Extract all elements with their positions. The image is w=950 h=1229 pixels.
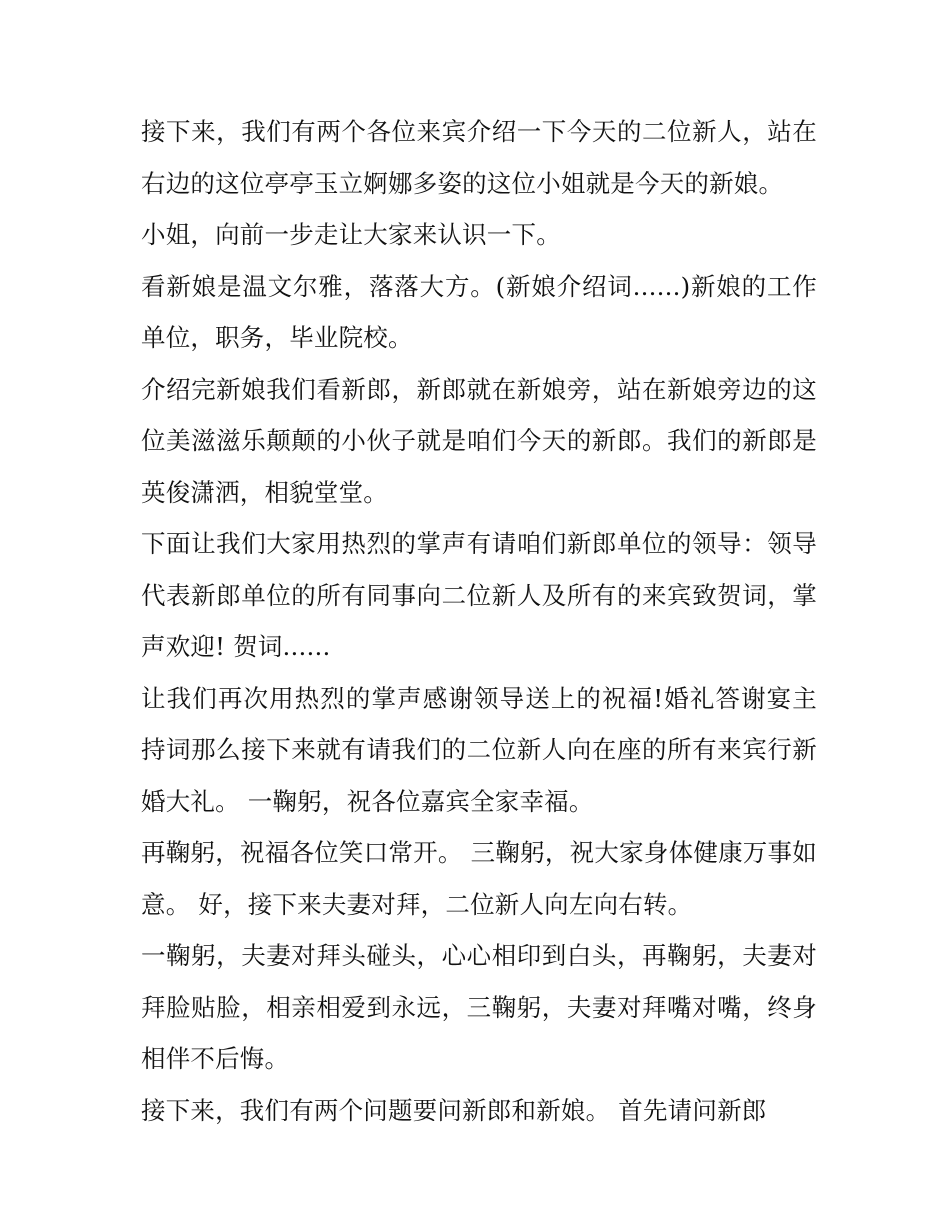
paragraph-1: 接下来，我们有两个各位来宾介绍一下今天的二位新人，站在右边的这位亭亭玉立婀娜多姿的这位小姐就是今天的新娘。 xyxy=(141,117,817,198)
paragraph-5: 下面让我们大家用热烈的掌声有请咱们新郎单位的领导：领导代表新郎单位的所有同事向二位新人及所有的来宾致贺词，掌声欢迎! 贺词...... xyxy=(141,529,817,661)
paragraph-2: 小姐，向前一步走让大家来认识一下。 xyxy=(141,220,561,249)
paragraph-4: 介绍完新娘我们看新郎，新郎就在新娘旁，站在新娘旁边的这位美滋滋乐颠颠的小伙子就是咱们今天的新郎。我们的新郎是英俊潇洒，相貌堂堂。 xyxy=(141,374,817,507)
paragraph-3: 看新娘是温文尔雅，落落大方。(新娘介绍词......)新娘的工作单位，职务，毕业院校。 xyxy=(141,271,817,352)
body-text xyxy=(141,106,817,1136)
paragraph-6: 让我们再次用热烈的掌声感谢领导送上的祝福!婚礼答谢宴主持词那么接下来就有请我们的二位新人向在座的所有来宾行新婚大礼。 一鞠躬，祝各位嘉宾全家幸福。 xyxy=(141,683,817,816)
paragraph-9: 接下来，我们有两个问题要问新郎和新娘。 首先请问新郎 xyxy=(141,1095,767,1125)
paragraph-8: 一鞠躬，夫妻对拜头碰头，心心相印到白头，再鞠躬，夫妻对拜脸贴脸，相亲相爱到永远，三鞠躬，夫妻对拜嘴对嘴，终身相伴不后悔。 xyxy=(141,941,817,1073)
paragraph-7: 再鞠躬，祝福各位笑口常开。 三鞠躬，祝大家身体健康万事如意。 好，接下来夫妻对拜，二位新人向左向右转。 xyxy=(141,838,817,919)
